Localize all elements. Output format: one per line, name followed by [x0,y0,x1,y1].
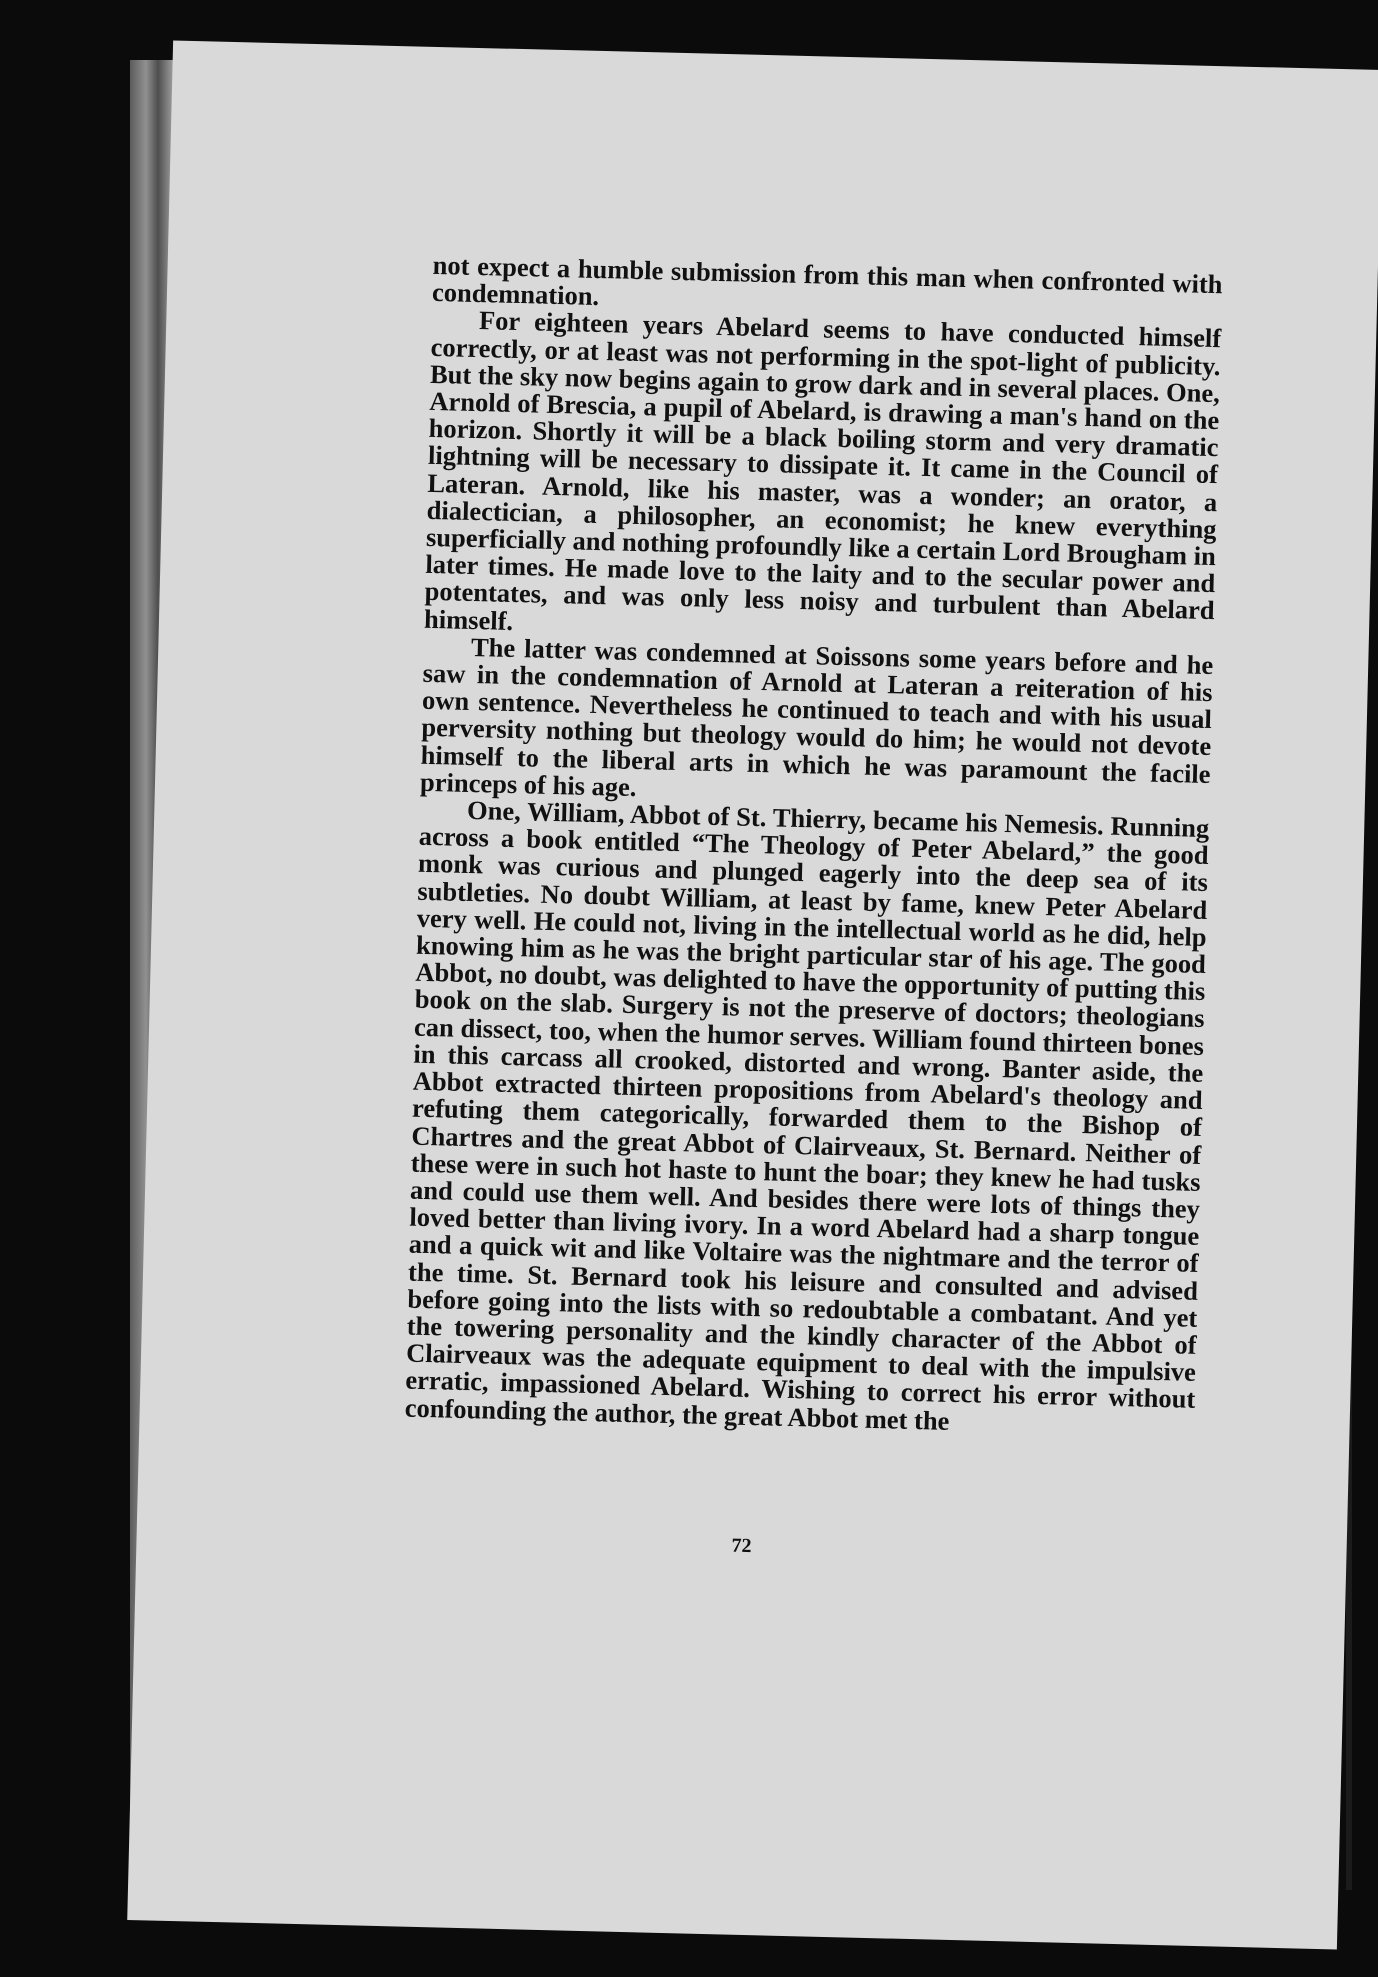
book-page [127,40,1378,1949]
paragraph-2: For eighteen years Abelard seems to have conducted himself correctly, or at least was not performing in the spot-light of publicity. But the sky now begins again to grow dark and in several places. One, Arnold of Brescia, a pupil of Abelard, is drawing a man's hand on the horizon. Shortly it will be a black boiling storm and very dramatic lightning will be necessary to dissipate it. It came in the Council of Lateran. Arnold, like his master, was a wonder; an orator, a dialectician, a philosopher, an economist; he knew everything superficially and nothing profoundly like a certain Lord Brougham in later times. He made love to the laity and to the secular power and potentates, and was only less noisy and turbulent than Abelard himself. [423,305,1222,636]
paragraph-3: The latter was condemned at Soissons some years before and he saw in the condemnation of Arnold at Lateran a reiteration of his own sentence. Nevertheless he continued to teach and with his usual perversity nothing but theology would do him; he would not devote himself to the liberal arts in which he was paramount the facile princeps of his age. [419,631,1214,802]
body-text [404,249,1223,1441]
paragraph-1: not expect a humble submission from this man when confronted with condemnation. [431,249,1223,312]
page-number: 72 [731,1534,752,1558]
paragraph-4: One, William, Abbot of St. Thierry, became his Nemesis. Running across a book entitled “The Theology of Peter Abelard,” the good monk was curious and plunged eagerly into the deep sea of its subtleties. No doubt William, at least by fame, knew Peter Abelard very well. He could not, living in the intellectual world as he did, help knowing him as he was the bright particular star of his age. The good Abbot, no doubt, was delighted to have the opportunity of putting this book on the slab. Surgery is not the preserve of doctors; theologians can dissect, too, when the humor serves. William found thirteen bones in this carcass all crooked, distorted and wrong. Banter aside, the Abbot extracted thirteen propositions from Abelard's theology and refuting them categorically, forwarded them to the Bishop of Chartres and the great Abbot of Clairveaux, St. Bernard. Neither of these were in such hot haste to hunt the boar; they knew he had tusks and could use them well. And besides there were lots of things they loved better than living ivory. In a word Abelard had a sharp tongue and a quick wit and like Voltaire was the nightmare and the terror of the time. St. Bernard took his leisure and consulted and advised before going into the lists with so redoubtable a combatant. And yet the towering personality and the kindly character of the Abbot of Clairveaux was the adequate equipment to deal with the impulsive erratic, impassioned Abelard. Wishing to correct his error without confounding the author, the great Abbot met the [404,794,1210,1436]
